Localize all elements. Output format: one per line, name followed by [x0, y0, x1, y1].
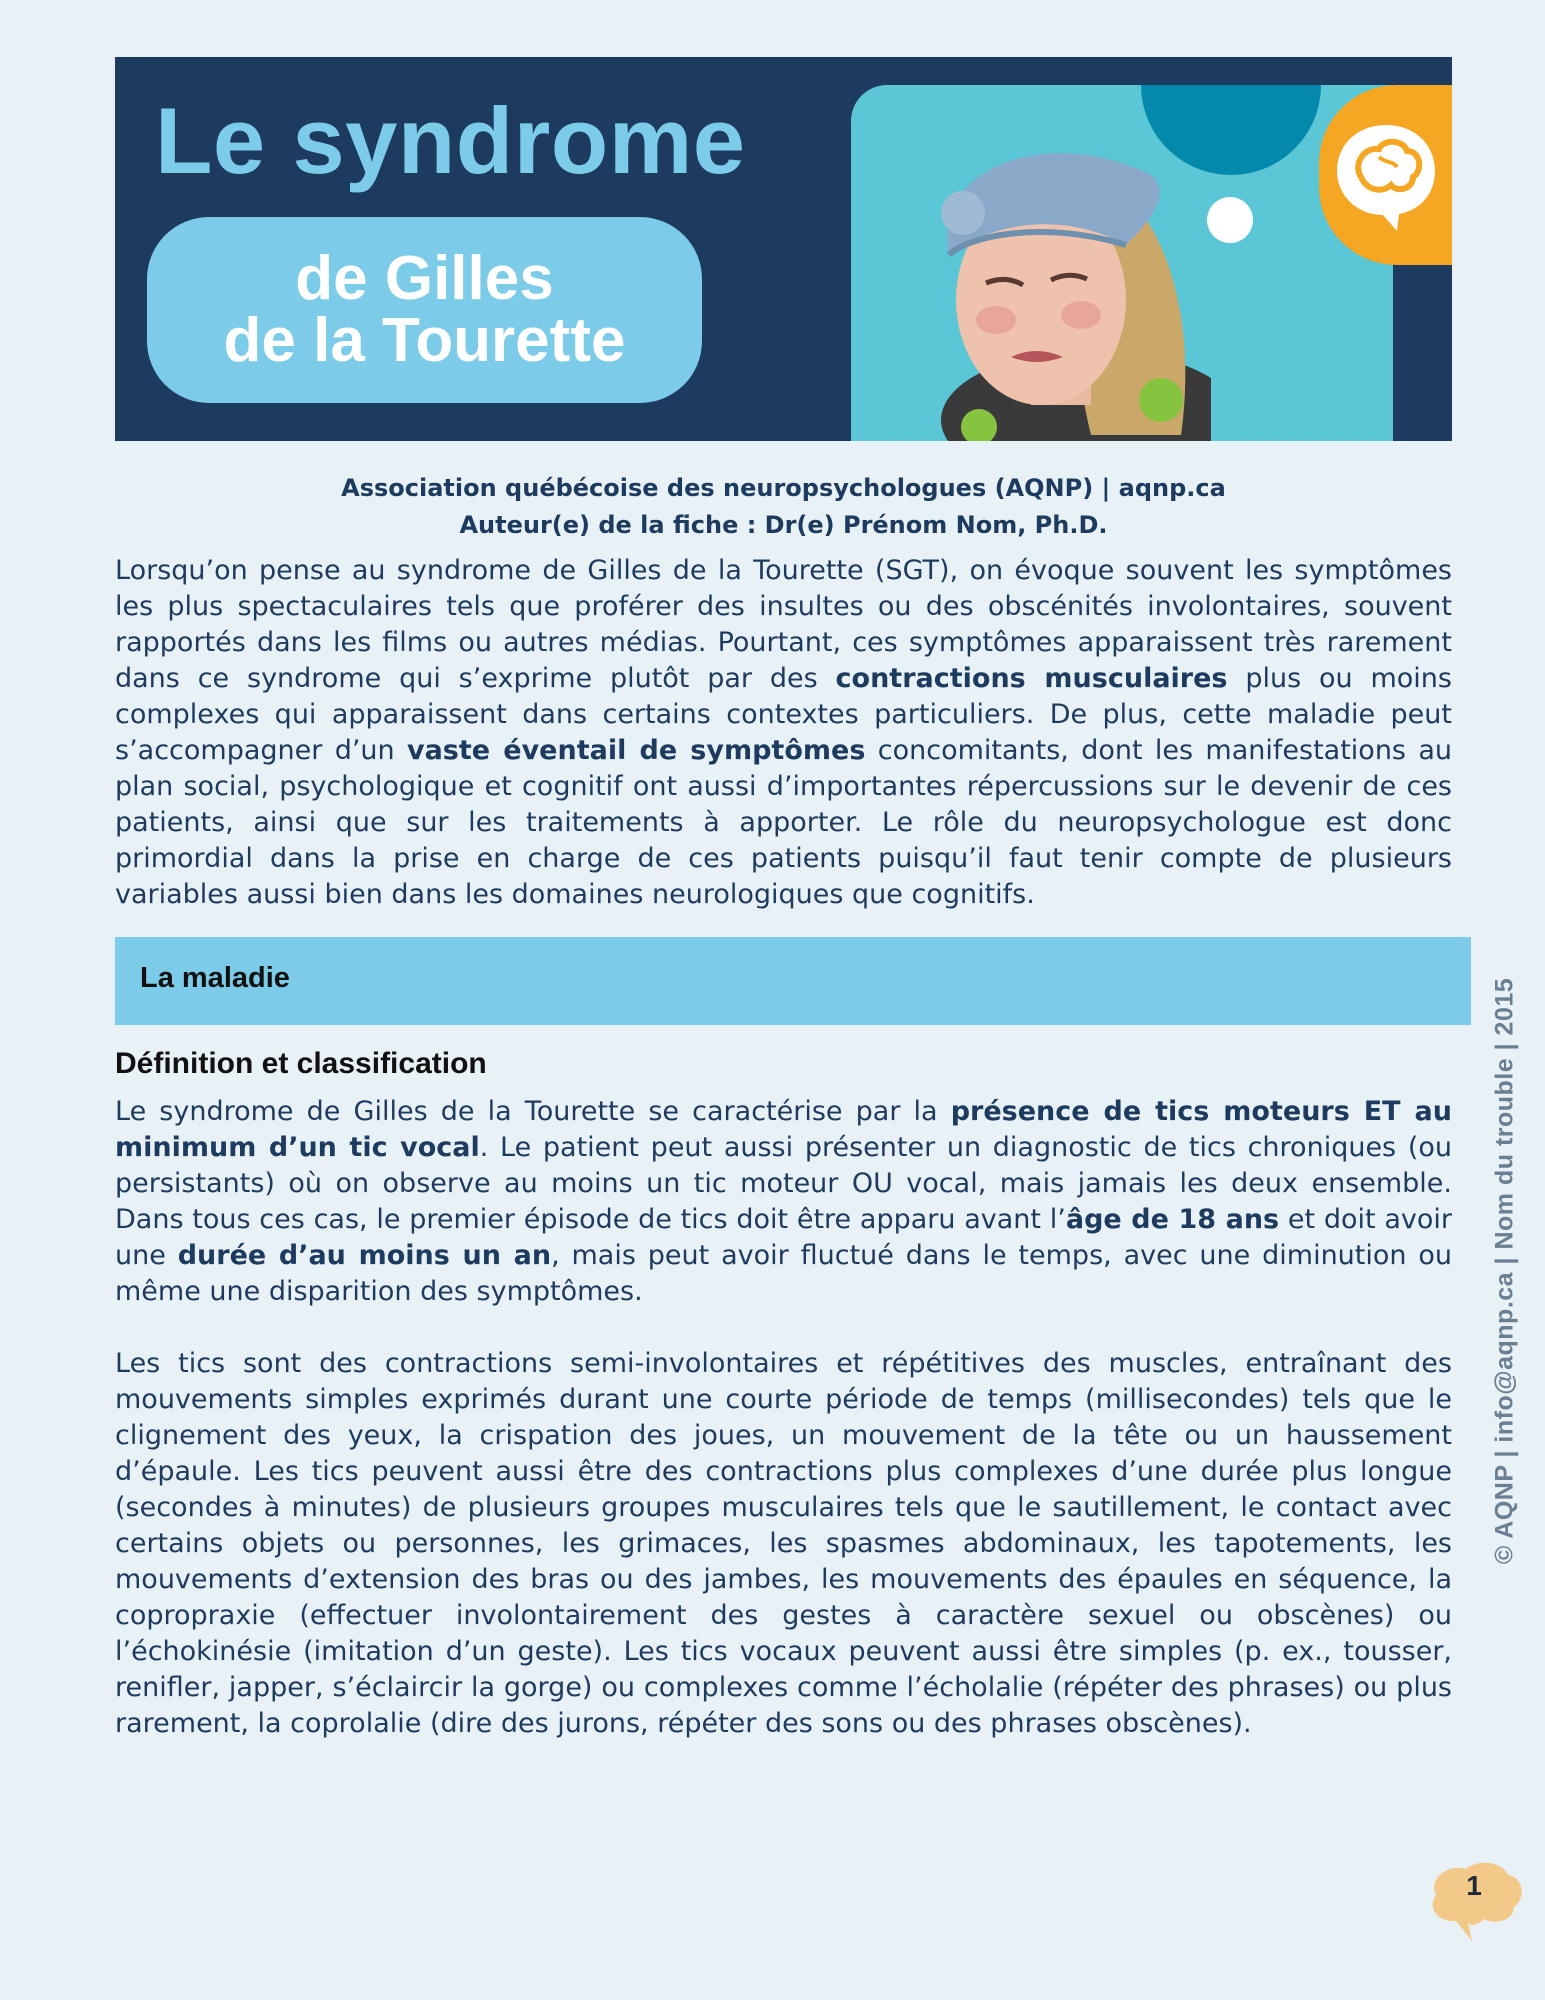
title-sub: [223, 244, 626, 375]
definition-text-1: Le syndrome de Gilles de la Tourette se caractérise par la: [115, 1096, 951, 1127]
intro-bold-2: vaste éventail de symptômes: [406, 735, 866, 766]
definition-bold-1: présence de tics moteurs ET au minimum d’un tic vocal: [115, 1096, 1452, 1163]
vertical-copyright: © AQNP | info@aqnp.ca | Nom du trouble | 2015: [1490, 977, 1519, 1565]
section-title: La maladie: [140, 962, 290, 994]
title-sub-line1: de Gilles: [295, 244, 554, 313]
page-number: 1: [1466, 1870, 1482, 1901]
title-pill: [147, 217, 702, 403]
definition-heading: Définition et classification: [115, 1047, 487, 1080]
definition-bold-2: âge de 18 ans: [1065, 1204, 1280, 1235]
definition-text-3: et doit avoir une: [115, 1204, 1452, 1271]
definition-bold-3: durée d’au moins un an: [177, 1240, 552, 1271]
intro-bold-1: contractions musculaires: [835, 663, 1228, 694]
brain-speech-bubble-icon: [1319, 85, 1452, 265]
decorative-circle-small: [1207, 197, 1253, 243]
definition-text-2: . Le patient peut aussi présenter un diagnostic de tics chroniques (ou persistants) où on observe au moins un tic moteur OU vocal, mais jamais les deux ensemble. Dans tous ces cas, le premier épisode de tics doit être apparu avant l’: [115, 1132, 1452, 1235]
intro-text-2: plus ou moins complexes qui apparaissent dans certains contextes particuliers. De plus, cette maladie peut s’accompagner d’un: [115, 663, 1452, 766]
header-banner: [115, 57, 1452, 441]
child-photo: [891, 135, 1211, 441]
photo-panel: [851, 85, 1393, 441]
definition-paragraph: [115, 1094, 1452, 1310]
definition-text-4: , mais peut avoir fluctué dans le temps, avec une diminution ou même une disparition des symptômes.: [115, 1240, 1453, 1307]
intro-text-3: concomitants, dont les manifestations au plan social, psychologique et cognitif ont aussi d’importantes répercussions sur le devenir de ces patients, ainsi que sur les traitements à apporter. Le rôle du neuropsychologue est donc primordial dans la prise en charge de ces patients puisqu’il faut tenir compte de plusieurs variables aussi bien dans les domaines neurologiques que cognitifs.: [115, 735, 1452, 910]
title-sub-line2: de la Tourette: [223, 306, 626, 375]
title-main: Le syndrome: [155, 88, 746, 193]
intro-text-1: Lorsqu’on pense au syndrome de Gilles de la Tourette (SGT), on évoque souvent les symptômes les plus spectaculaires tels que proférer des insultes ou des obscénités involontaires, souvent rapportés dans les films ou autres médias. Pourtant, ces symptômes apparaissent très rarement dans ce syndrome qui s’exprime plutôt par des: [115, 555, 1452, 694]
intro-paragraph: [115, 553, 1452, 913]
author-line: Auteur(e) de la fiche : Dr(e) Prénom Nom, Ph.D.: [459, 511, 1108, 539]
organization-line: Association québécoise des neuropsychologues (AQNP) | aqnp.ca: [341, 474, 1226, 502]
tics-paragraph: Les tics sont des contractions semi-involontaires et répétitives des muscles, entraînant des mouvements simples exprimés durant une courte période de temps (millisecondes) tels que le clignement des yeux, la crispation des joues, un mouvement de la tête ou un haussement d’épaule. Les tics peuvent aussi être des contractions plus complexes d’une durée plus longue (secondes à minutes) de plusieurs groupes musculaires tels que le sautillement, le contact avec certains objets ou personnes, les grimaces, les spasmes abdominaux, les tapotements, les mouvements d’extension des bras ou des jambes, les mouvements des épaules en séquence, la copropraxie (effectuer involontairement des gestes à caractère sexuel ou obscènes) ou l’échokinésie (imitation d’un geste). Les tics vocaux peuvent aussi être simples (p. ex., tousser, renifler, japper, s’éclaircir la gorge) ou complexes comme l’écholalie (répéter des phrases) ou plus rarement, la coprolalie (dire des jurons, répéter des sons ou des phrases obscènes).: [115, 1348, 1452, 1739]
section-header: [115, 937, 1471, 1025]
